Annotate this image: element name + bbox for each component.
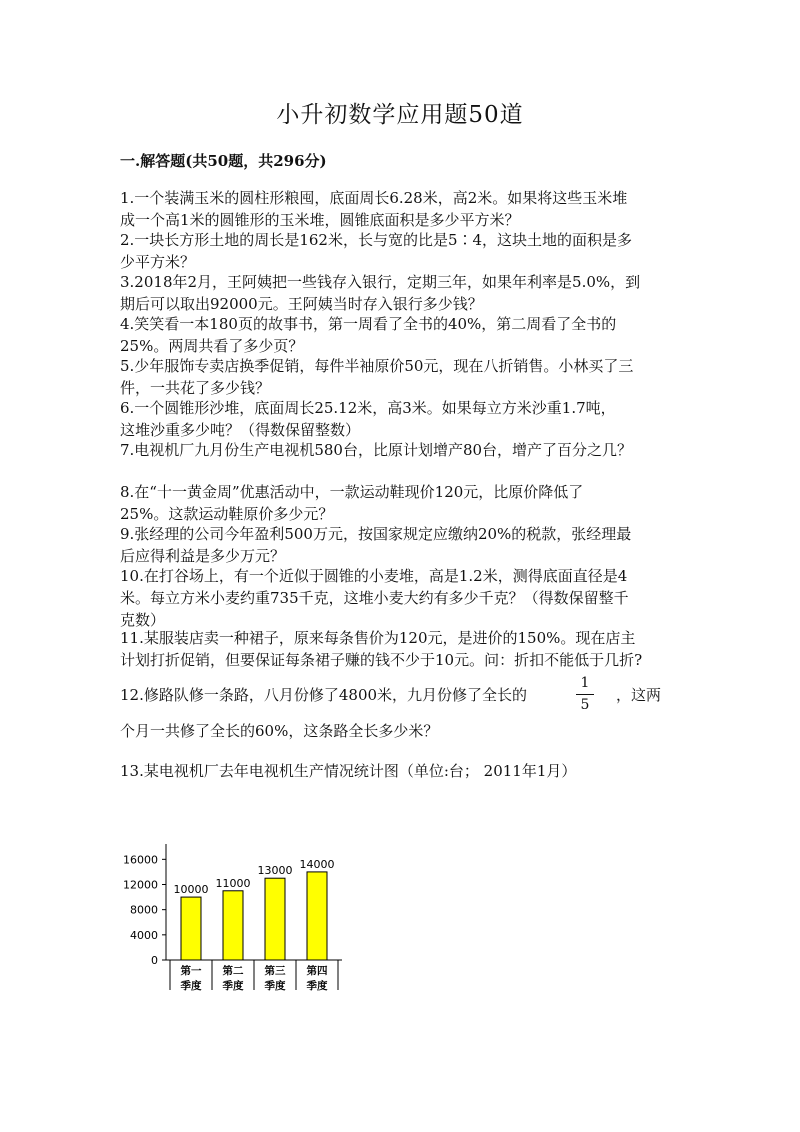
question-line: 克数） [120, 611, 166, 629]
question-line: 6.一个圆锥形沙堆，底面周长25.12米，高3米。如果每立方米沙重1.7吨， [120, 399, 616, 417]
question-4 [120, 313, 692, 357]
page-title: 小升初数学应用题50道 [276, 102, 524, 128]
question-7 [120, 439, 692, 461]
question-line: 4.笑笑看一本180页的故事书，第一周看了全书的40%，第二周看了全书的 [120, 315, 617, 333]
bar-value-label: 11000 [215, 876, 251, 890]
x-tick-label: 第三 [264, 965, 286, 977]
question-3 [120, 271, 692, 315]
question-line: 米。每立方米小麦约重735千克，这堆小麦大约有多少千克？（得数保留整千 [120, 589, 629, 607]
y-tick-label: 0 [151, 954, 158, 967]
question-line: 少平方米？ [120, 253, 196, 271]
question-line: 13.某电视机厂去年电视机生产情况统计图（单位:台； 2011年1月） [120, 762, 577, 780]
question-6 [120, 397, 692, 441]
fraction-bar [576, 694, 594, 695]
bar [265, 878, 285, 960]
question-line: 计划打折促销，但要保证每条裙子赚的钱不少于10元。问：折扣不能低于几折? [120, 651, 643, 669]
question-2 [120, 229, 692, 273]
question-12 [120, 684, 692, 706]
bar [181, 897, 201, 960]
question-line: 25%。两周共看了多少页？ [120, 337, 304, 355]
y-tick-label: 12000 [123, 878, 158, 892]
question-line: ，这两 [616, 686, 662, 704]
bar-value-label: 13000 [257, 864, 293, 878]
fraction-one-fifth [574, 675, 596, 714]
question-5 [120, 355, 692, 399]
question-9 [120, 523, 692, 567]
bar-value-label: 14000 [299, 857, 335, 871]
question-line: 25%。这款运动鞋原价多少元？ [120, 505, 334, 523]
y-tick-label: 8000 [130, 903, 158, 917]
x-tick-label: 季度 [222, 980, 244, 992]
question-13 [120, 760, 692, 782]
x-tick-label: 季度 [264, 980, 286, 992]
bar [223, 891, 243, 960]
question-line: 1.一个装满玉米的圆柱形粮囤，底面周长6.28米，高2米。如果将这些玉米堆 [120, 189, 628, 207]
y-tick-label: 4000 [130, 928, 158, 942]
x-tick-label: 季度 [180, 980, 202, 992]
question-line: 11.某服装店卖一种裙子，原来每条售价为120元，是进价的150%。现在店主 [120, 629, 636, 647]
question-11 [120, 627, 692, 671]
x-tick-label: 第一 [180, 965, 202, 977]
question-10 [120, 565, 692, 631]
question-12-line2 [120, 720, 692, 742]
y-tick-label: 16000 [123, 853, 158, 867]
fraction-denominator: 5 [580, 697, 590, 713]
question-line: 成一个高1米的圆锥形的玉米堆，圆锥底面积是多少平方米？ [120, 211, 520, 229]
question-8 [120, 481, 692, 525]
question-line: 件，一共花了多少钱？ [120, 379, 271, 397]
x-tick-label: 第四 [306, 965, 328, 977]
question-line: 2.一块长方形土地的周长是162米，长与宽的比是5∶4，这块土地的面积是多 [120, 231, 633, 249]
bar [307, 872, 327, 960]
question-line: 3.2018年2月，王阿姨把一些钱存入银行，定期三年，如果年利率是5.0%，到 [120, 273, 641, 291]
question-line: 个月一共修了全长的60%，这条路全长多少米？ [120, 722, 439, 740]
question-line: 7.电视机厂九月份生产电视机580台，比原计划增产80台，增产了百分之几？ [120, 441, 633, 459]
question-line: 这堆沙重多少吨？（得数保留整数） [120, 421, 361, 439]
bar-chart [110, 830, 350, 1000]
fraction-numerator: 1 [580, 675, 590, 691]
question-line: 12.修路队修一条路，八月份修了4800米，九月份修了全长的 [120, 686, 528, 704]
question-line: 5.少年服饰专卖店换季促销，每件半袖原价50元，现在八折销售。小林买了三 [120, 357, 634, 375]
x-tick-label: 季度 [306, 980, 328, 992]
question-line: 后应得利益是多少万元？ [120, 547, 286, 565]
section-heading: 一.解答题(共50题，共296分) [120, 152, 327, 170]
question-line: 8.在“十一黄金周”优惠活动中，一款运动鞋现价120元，比原价降低了 [120, 483, 584, 501]
question-line: 10.在打谷场上，有一个近似于圆锥的小麦堆，高是1.2米，测得底面直径是4 [120, 567, 628, 585]
question-12-tail [616, 684, 696, 706]
question-1 [120, 187, 692, 231]
bar-value-label: 10000 [173, 883, 209, 897]
x-tick-label: 第二 [222, 965, 244, 977]
question-line: 9.张经理的公司今年盈利500万元，按国家规定应缴纳20%的税款，张经理最 [120, 525, 632, 543]
question-line: 期后可以取出92000元。王阿姨当时存入银行多少钱？ [120, 295, 483, 313]
